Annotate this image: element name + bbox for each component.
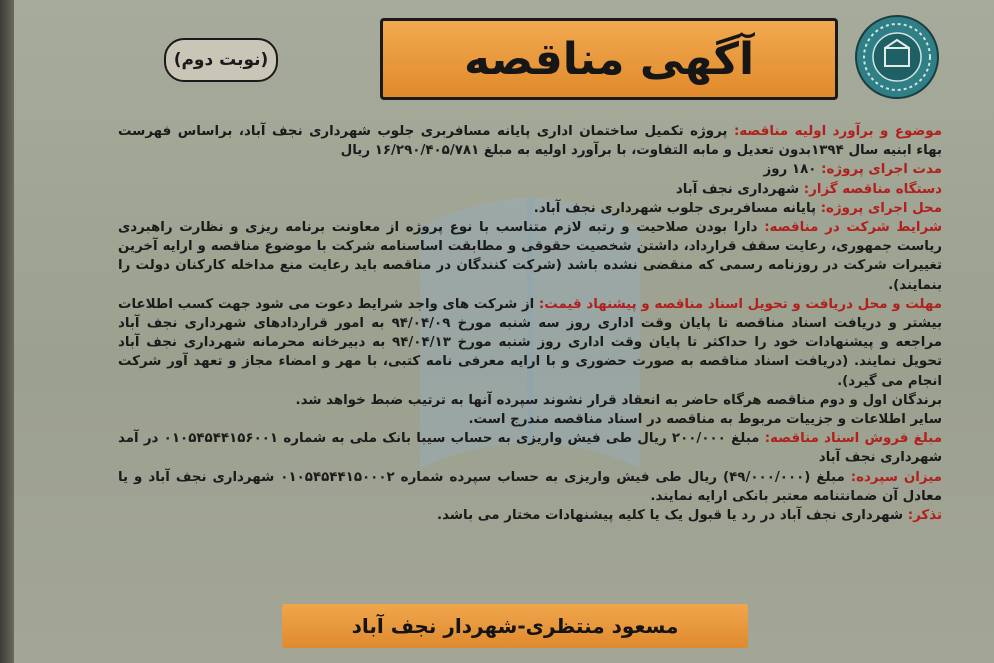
notice-paragraph: [118, 199, 942, 218]
notice-paragraph: [118, 218, 942, 295]
paragraph-label: محل اجرای پروژه:: [820, 200, 942, 216]
notice-paragraph: [118, 429, 942, 467]
notice-title: آگهی مناقصه: [463, 33, 755, 85]
paragraph-label: مهلت و محل دریافت و تحویل اسناد مناقصه و پیشنهاد قیمت:: [538, 296, 942, 312]
paragraph-label: تذکر:: [907, 508, 942, 524]
paragraph-text: برندگان اول و دوم مناقصه هرگاه حاضر به انعقاد قرار نشوند سپرده آنها به ترتیب ضبط خواهد شد.: [295, 392, 942, 408]
notice-paragraph: [118, 468, 942, 506]
title-banner: [380, 18, 838, 100]
paragraph-text: مبلغ (۴۹/۰۰۰/۰۰۰) ریال طی فیش واریزی به حساب سپرده شماره ۰۱۰۵۴۵۴۴۱۵۰۰۰۲ شهرداری نجف آباد و یا معادل آن ضمانتنامه معتبر بانکی ارایه نمایند.: [118, 469, 942, 504]
notice-paragraph: [118, 410, 942, 429]
paragraph-label: مبلغ فروش اسناد مناقصه:: [764, 431, 942, 447]
paragraph-text: سایر اطلاعات و جزییات مربوط به مناقصه در اسناد مناقصه مندرج است.: [468, 412, 942, 428]
paragraph-text: پروژه تکمیل ساختمان اداری پایانه مسافربری جلوب شهرداری نجف آباد، براساس فهرست بهاء ابنیه سال ۱۳۹۴بدون تعدیل و مابه التفاوت، با برآورد اولیه به مبلغ ۱۶/۲۹۰/۴۰۵/۷۸۱ ریال: [118, 124, 942, 159]
signature-banner: [282, 604, 748, 648]
paragraph-label: دستگاه مناقصه گزار:: [803, 181, 942, 197]
paragraph-label: میزان سپرده:: [850, 469, 942, 485]
paragraph-text: شهرداری نجف آباد: [675, 181, 804, 197]
municipality-emblem-icon: [854, 14, 940, 100]
edition-label: (نوبت دوم): [173, 50, 269, 70]
paragraph-text: ۱۸۰ روز: [763, 162, 822, 178]
edition-badge: [164, 38, 278, 82]
paragraph-label: شرایط شرکت در مناقصه:: [764, 220, 942, 236]
page-edge: [0, 0, 14, 663]
notice-paragraph: [118, 391, 942, 410]
notice-body: [118, 122, 942, 592]
notice-header: [158, 8, 946, 108]
paragraph-label: موضوع و برآورد اولیه مناقصه:: [733, 124, 942, 139]
paragraph-text: مبلغ ۲۰۰/۰۰۰ ریال طی فیش واریزی به حساب سیبا بانک ملی به شماره ۰۱۰۵۴۵۴۴۱۵۶۰۰۱ در آمد شهرداری نجف آباد: [118, 431, 942, 466]
paragraph-text: از شرکت های واجد شرایط دعوت می شود جهت کسب اطلاعات بیشتر و دریافت اسناد مناقصه تا پایان وقت اداری روز سه شنبه مورخ ۹۴/۰۴/۰۹ به امور قراردادهای شهرداری نجف آباد مراجعه و پیشنهادات خود را حداکثر تا پایان وقت اداری روز شنبه مورخ ۹۴/۰۴/۱۳ به دبیرخانه محرمانه شهرداری نجف آباد تحویل نمایند. (دریافت اسناد مناقصه به صورت حضوری و با ارایه معرفی نامه کتبی، با مهر و امضاء مجاز و تعهد آور شرکت انجام می گیرد).: [118, 296, 942, 389]
notice-paragraph: [118, 160, 942, 179]
notice-paragraph: [118, 180, 942, 199]
notice-paragraph: [118, 122, 942, 160]
paragraph-text: شهرداری نجف آباد در رد یا قبول یک یا کلیه پیشنهادات مختار می باشد.: [437, 508, 908, 524]
paragraph-text: پایانه مسافربری جلوب شهرداری نجف آباد.: [533, 200, 821, 216]
notice-paragraph: [118, 295, 942, 391]
paragraph-label: مدت اجرای پروژه:: [821, 162, 942, 178]
notice-paragraph: [118, 506, 942, 525]
mayor-signature: مسعود منتظری-شهردار نجف آباد: [351, 614, 679, 638]
paragraph-text: دارا بودن صلاحیت و رتبه لازم متناسب با نوع پروژه از معاونت برنامه ریزی و نظارت راهبردی ریاست جمهوری، رعایت سقف قرارداد، داشتن شخصیت حقوقی و مطابقت اساسنامه شرکت با موضوع مناقصه و ارایه آخرین تغییرات شرکت در روزنامه رسمی که منقضی نشده باشد (شرکت کنندگان در مناقصه باید رعایت منع مداخله کارکنان دولت را بنمایند).: [118, 220, 942, 293]
